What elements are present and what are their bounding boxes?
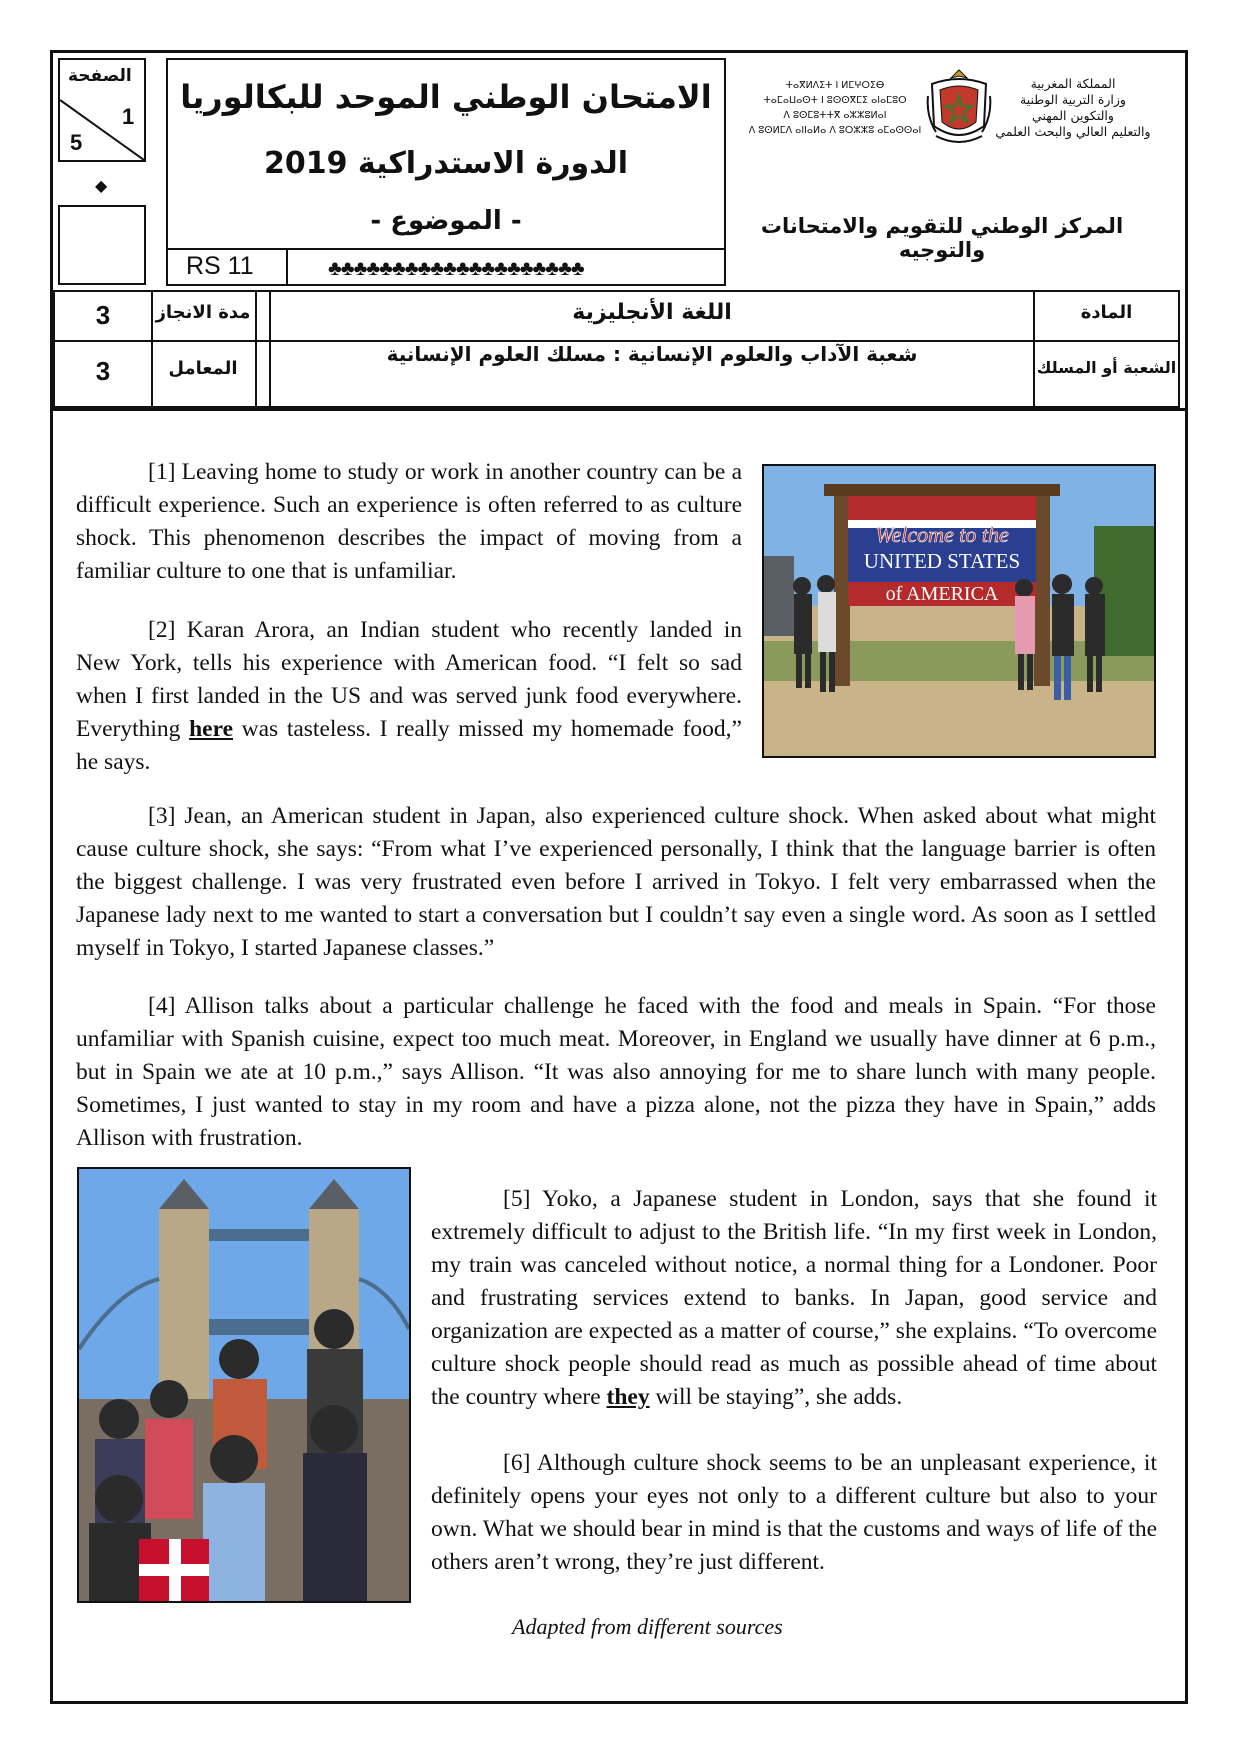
- photo-welcome-sign: [762, 464, 1156, 758]
- paragraph-3: [3] Jean, an American student in Japan, also experienced culture shock. When asked about what might cause culture shock, she says: “From what I’ve experienced personally, I think that the language barrier is often the biggest challenge. I was very frustrated even before I arrived in Tokyo. I felt very embarrassed when the Japanese lady next to me wanted to start a conversation but I couldn’t say even a single word. As soon as I settled myself in Tokyo, I started Japanese classes.”: [76, 803, 1156, 961]
- photo-tower-bridge: [77, 1167, 411, 1603]
- exam-session: الدورة الاستدراكية 2019: [263, 146, 629, 181]
- subject-value: اللغة الأنجليزية: [572, 300, 732, 325]
- paragraph-1: [1] Leaving home to study or work in another country can be a difficult experience. Such an experience is often referred to as culture shock. This phenomenon describes the impact of moving from a familiar culture to one that is unfamiliar.: [76, 459, 742, 584]
- page-mark: ◆: [95, 178, 108, 195]
- decorative-stars: ♣♣♣♣♣♣♣♣♣♣♣♣♣♣♣♣♣♣♣♣: [328, 256, 584, 280]
- center-name: المركز الوطني للتقويم والامتحانات والتوجيه: [760, 214, 1124, 262]
- coef-value: 3: [95, 356, 111, 386]
- ministry-arabic: المملكة المغربية وزارة التربية الوطنية والتكوين المهني والتعليم العالي والبحث العلمي: [995, 76, 1151, 139]
- col-divider-2: [255, 292, 257, 406]
- page-label: الصفحة: [68, 66, 132, 86]
- coat-of-arms-icon: [926, 66, 992, 148]
- title-box-divider: [168, 248, 724, 250]
- sign-line-3: of AMERICA: [885, 583, 999, 605]
- exam-subject-label: - الموضوع -: [370, 206, 522, 236]
- underlined-word-they: they: [606, 1384, 650, 1410]
- sign-line-1: Welcome to the: [875, 522, 1009, 547]
- coef-label: المعامل: [168, 358, 238, 379]
- welcome-sign-illustration: [764, 466, 1154, 756]
- underlined-word-here: here: [189, 716, 233, 742]
- track-label: الشعبة أو المسلك: [1036, 358, 1177, 377]
- paragraph-4: [4] Allison talks about a particular challenge he faced with the food and meals in Spain. “For those unfamiliar with Spanish cuisine, expect too much meat. Moreover, in England we usually have dinner at 6 p.m., but in Spain we ate at 10 p.m.,” says Allison. “It was also annoying for me to share lunch with many people. Sometimes, I just wanted to stay in my room and have a pizza alone, not the pizza they have in Spain,” adds Allison with frustration.: [76, 993, 1156, 1151]
- duration-label: مدة الانجاز: [155, 302, 251, 323]
- page-number-box: [58, 58, 146, 162]
- duration-value: 3: [95, 300, 111, 330]
- exam-title: الامتحان الوطني الموحد للبكالوريا: [180, 78, 712, 116]
- sign-line-2: UNITED STATES: [863, 549, 1021, 573]
- paragraph-2: [2] Karan Arora, an Indian student who recently landed in New York, tells his experience with American food. “I felt so sad when I first landed in the US and was served junk food everywhere. Everything here was tasteless. I really missed my homemade food,” he says.: [76, 617, 742, 775]
- source-note: Adapted from different sources: [512, 1614, 783, 1639]
- code-divider: [286, 248, 288, 284]
- header-separator: [50, 408, 1188, 411]
- subject-label: المادة: [1080, 302, 1133, 323]
- tower-bridge-illustration: [79, 1169, 409, 1601]
- title-box: [166, 58, 726, 286]
- paragraph-5: [5] Yoko, a Japanese student in London, says that she found it extremely difficult to adjust to the British life. “In my first week in London, my train was canceled without notice, a normal thing for a Londoner. Poor and frustrating services extend to banks. In Japan, good service and organization are expected as a matter of course,” she explains. “To overcome culture shock people should read as much as possible ahead of time about the country where they will be staying”, she adds.: [431, 1186, 1157, 1410]
- exam-code: RS 11: [186, 252, 254, 280]
- ministry-tifinagh: ⵜⴰⴳⵍⴷⵉⵜ ⵏ ⵍⵎⵖⵔⵉⴱ ⵜⴰⵎⴰⵡⴰⵙⵜ ⵏ ⵓⵙⵙⴳⵎⵉ ⴰⵏⴰⵎⵓⵔ ⴷ ⵓⵙⵎⵓⵜⵜⴳ ⴰⵣⵣⵓⵍⴰⵏ ⴷ ⵓⵙⵍⵎⴷ ⴰⵏⵏⴰⵍⴰ ⴷ ⵓⵔⵣⵣⵓ ⴰⵎⴰⵙⵙⴰⵏ: [748, 80, 922, 136]
- paragraph-6: [6] Although culture shock seems to be an unpleasant experience, it definitely opens your eyes not only to a different culture but also to your own. What we should bear in mind is that the customs and ways of life of the others aren’t wrong, they’re just different.: [431, 1450, 1157, 1575]
- page-total: 5: [70, 130, 83, 155]
- blank-box: [58, 205, 146, 285]
- info-table: [53, 290, 1180, 408]
- track-value: شعبة الآداب والعلوم الإنسانية : مسلك العلوم الإنسانية: [386, 342, 918, 366]
- page-current: 1: [122, 104, 135, 129]
